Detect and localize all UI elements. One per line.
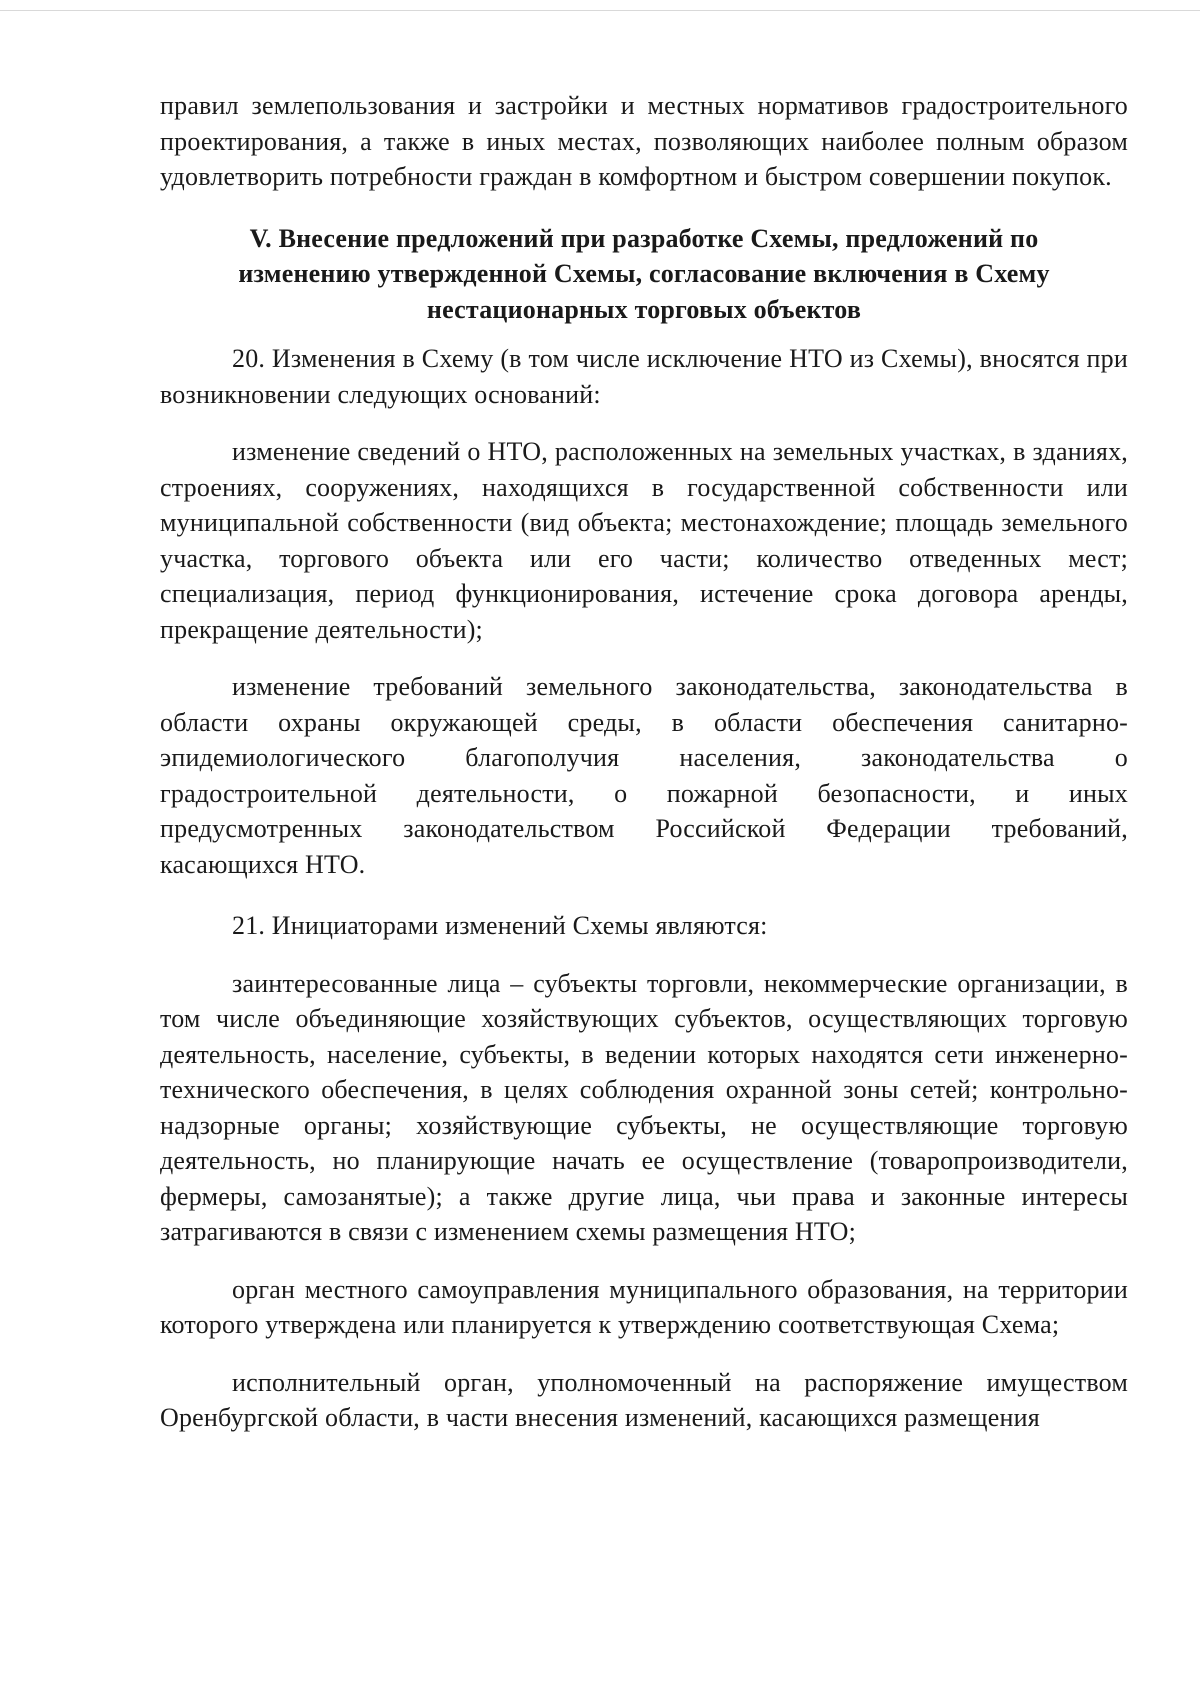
section-heading-line-3: нестационарных торговых объектов bbox=[426, 294, 862, 324]
section-heading-line-1: V. Внесение предложений при разработке Схемы, предложений по bbox=[249, 223, 1039, 253]
item-21-initiator-2: орган местного самоуправления муниципального образования, на территории которого утверждена или планируется к утверждению соответствующая Схема; bbox=[160, 1274, 1128, 1339]
item-21-initiator-1: заинтересованные лица – субъекты торговли, некоммерческие организации, в том числе объединяющие хозяйствующих субъектов, осуществляющих торговую деятельность, население, субъекты, в ведении которых находятся сети инженерно-технического обеспечения, в целях соблюдения охранной зоны сетей; контрольно-надзорные органы; хозяйствующие субъекты, не осуществляющие торговую деятельность, но планирующие начать ее осуществление (товаропроизводители, фермеры, самозанятые); а также другие лица, чьи права и законные интересы затрагиваются в связи с изменением схемы размещения НТО; bbox=[160, 968, 1128, 1246]
item-21-initiator-3: исполнительный орган, уполномоченный на распоряжение имуществом Оренбургской области, в части внесения изменений, касающихся размещения bbox=[160, 1367, 1128, 1432]
item-21-paragraph: 21. Инициаторами изменений Схемы являются: bbox=[232, 911, 768, 940]
item-20-ground-2: изменение требований земельного законодательства, законодательства в области охраны окружающей среды, в области обеспечения санитарно-эпидемиологического благополучия населения, законодательства о градостроительной деятельности, о пожарной безопасности, и иных предусмотренных законодательством Российской Федерации требований, касающихся НТО. bbox=[160, 672, 1128, 879]
document-page bbox=[160, 88, 1128, 1436]
section-heading bbox=[160, 221, 1128, 328]
item-20-paragraph: 20. Изменения в Схему (в том числе исключение НТО из Схемы), вносятся при возникновении следующих оснований: bbox=[160, 344, 1128, 409]
item-20-ground-1: изменение сведений о НТО, расположенных на земельных участках, в зданиях, строениях, сооружениях, находящихся в государственной собственности или муниципальной собственности (вид объекта; местонахождение; площадь земельного участка, торгового объекта или его части; количество отведенных мест; специализация, период функционирования, истечение срока договора аренды, прекращение деятельности); bbox=[160, 437, 1128, 644]
scan-edge-line bbox=[0, 10, 1200, 11]
section-heading-line-2: изменению утвержденной Схемы, согласование включения в Схему bbox=[238, 259, 1050, 288]
intro-paragraph: правил землепользования и застройки и местных нормативов градостроительного проектирования, а также в иных местах, позволяющих наиболее полным образом удовлетворить потребности граждан в комфортном и быстром совершении покупок. bbox=[160, 91, 1128, 191]
